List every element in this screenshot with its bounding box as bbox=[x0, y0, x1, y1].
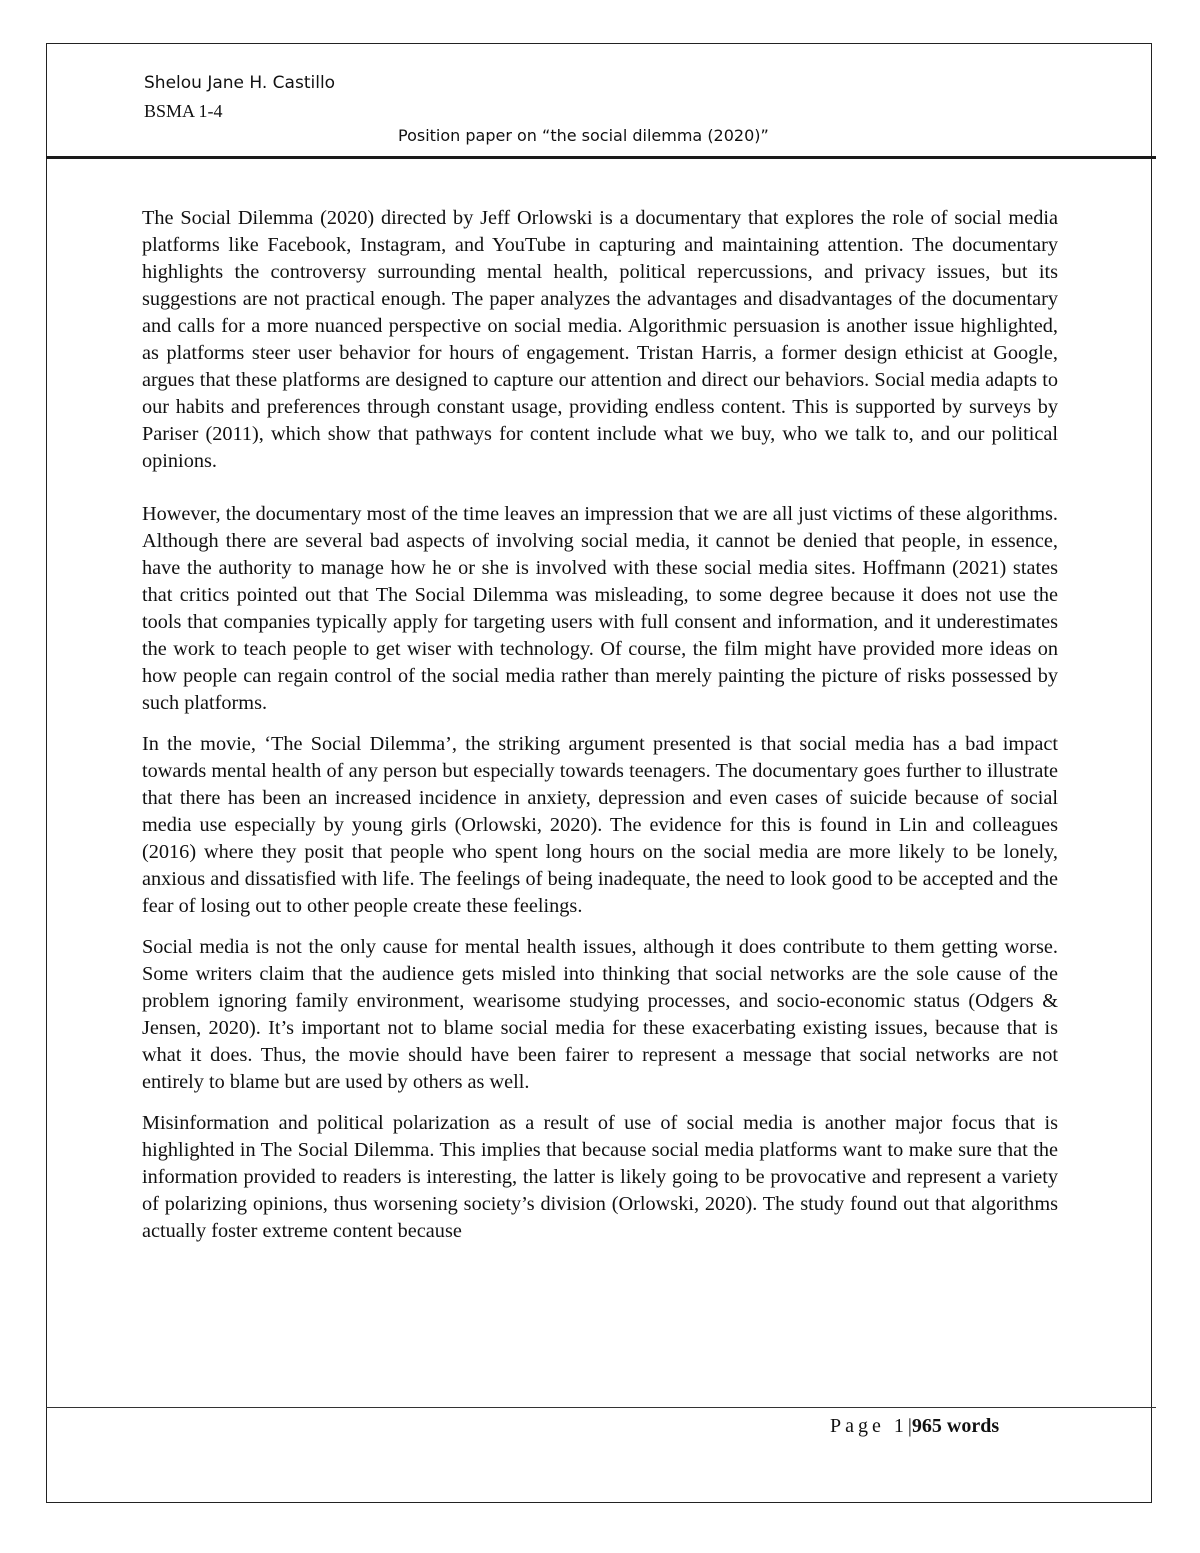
page-footer bbox=[830, 1415, 999, 1438]
paragraph-5: Misinformation and political polarization as a result of use of social media is another major focus that is highlighted in The Social Dilemma. This implies that because social media platforms want to make sure that the information provided to readers is interesting, the latter is likely going to be provocative and represent a variety of polarizing opinions, thus worsening society’s division (Orlowski, 2020). The study found out that algorithms actually foster extreme content because bbox=[142, 1112, 1058, 1242]
footer-separator: | bbox=[907, 1415, 912, 1437]
header-divider bbox=[46, 156, 1156, 159]
paragraph-1: The Social Dilemma (2020) directed by Jeff Orlowski is a documentary that explores the role of social media platforms like Facebook, Instagram, and YouTube in capturing and maintaining attention. The documentary highlights the controversy surrounding mental health, political repercussions, and privacy issues, but its suggestions are not practical enough. The paper analyzes the advantages and disadvantages of the documentary and calls for a more nuanced perspective on social media. Algorithmic persuasion is another issue highlighted, as platforms steer user behavior for hours of engagement. Tristan Harris, a former design ethicist at Google, argues that these platforms are designed to capture our attention and direct our behaviors. Social media adapts to our habits and preferences through constant usage, providing endless content. This is supported by surveys by Pariser (2011), which show that pathways for content include what we buy, who we talk to, and our political opinions. bbox=[142, 207, 1058, 472]
footer-divider bbox=[46, 1407, 1156, 1408]
author-name: Shelou Jane H. Castillo bbox=[144, 73, 336, 93]
paragraph-3: In the movie, ‘The Social Dilemma’, the striking argument presented is that social media has a bad impact towards mental health of any person but especially towards teenagers. The documentary goes further to illustrate that there has been an increased incidence in anxiety, depression and even cases of suicide because of social media use especially by young girls (Orlowski, 2020). The evidence for this is found in Lin and colleagues (2016) where they posit that people who spent long hours on the social media are more likely to be lonely, anxious and dissatisfied with life. The feelings of being inadequate, the need to look good to be accepted and the fear of losing out to other people create these feelings. bbox=[142, 733, 1058, 917]
course-section: BSMA 1-4 bbox=[144, 101, 223, 121]
paper-title: Position paper on “the social dilemma (2020)” bbox=[398, 126, 769, 145]
document-body bbox=[142, 205, 1058, 1245]
paragraph-2: However, the documentary most of the time leaves an impression that we are all just victims of these algorithms. Although there are several bad aspects of involving social media, it cannot be denied that people, in essence, have the authority to manage how he or she is involved with these social media sites. Hoffmann (2021) states that critics pointed out that The Social Dilemma was misleading, to some degree because it does not use the tools that companies typically apply for targeting users with full consent and information, and it underestimates the work to teach people to get wiser with technology. Of course, the film might have provided more ideas on how people can regain control of the social media rather than merely painting the picture of risks possessed by such platforms. bbox=[142, 503, 1058, 714]
paragraph-4: Social media is not the only cause for mental health issues, although it does contribute to them getting worse. Some writers claim that the audience gets misled into thinking that social networks are the sole cause of the problem ignoring family environment, wearisome studying processes, and socio-economic status (Odgers & Jensen, 2020). It’s important not to blame social media for these exacerbating existing issues, because that is what it does. Thus, the movie should have been fairer to represent a message that social networks are not entirely to blame but are used by others as well. bbox=[142, 936, 1058, 1093]
word-count: 965 words bbox=[911, 1415, 1000, 1437]
page-number: Page 1 bbox=[830, 1415, 908, 1437]
